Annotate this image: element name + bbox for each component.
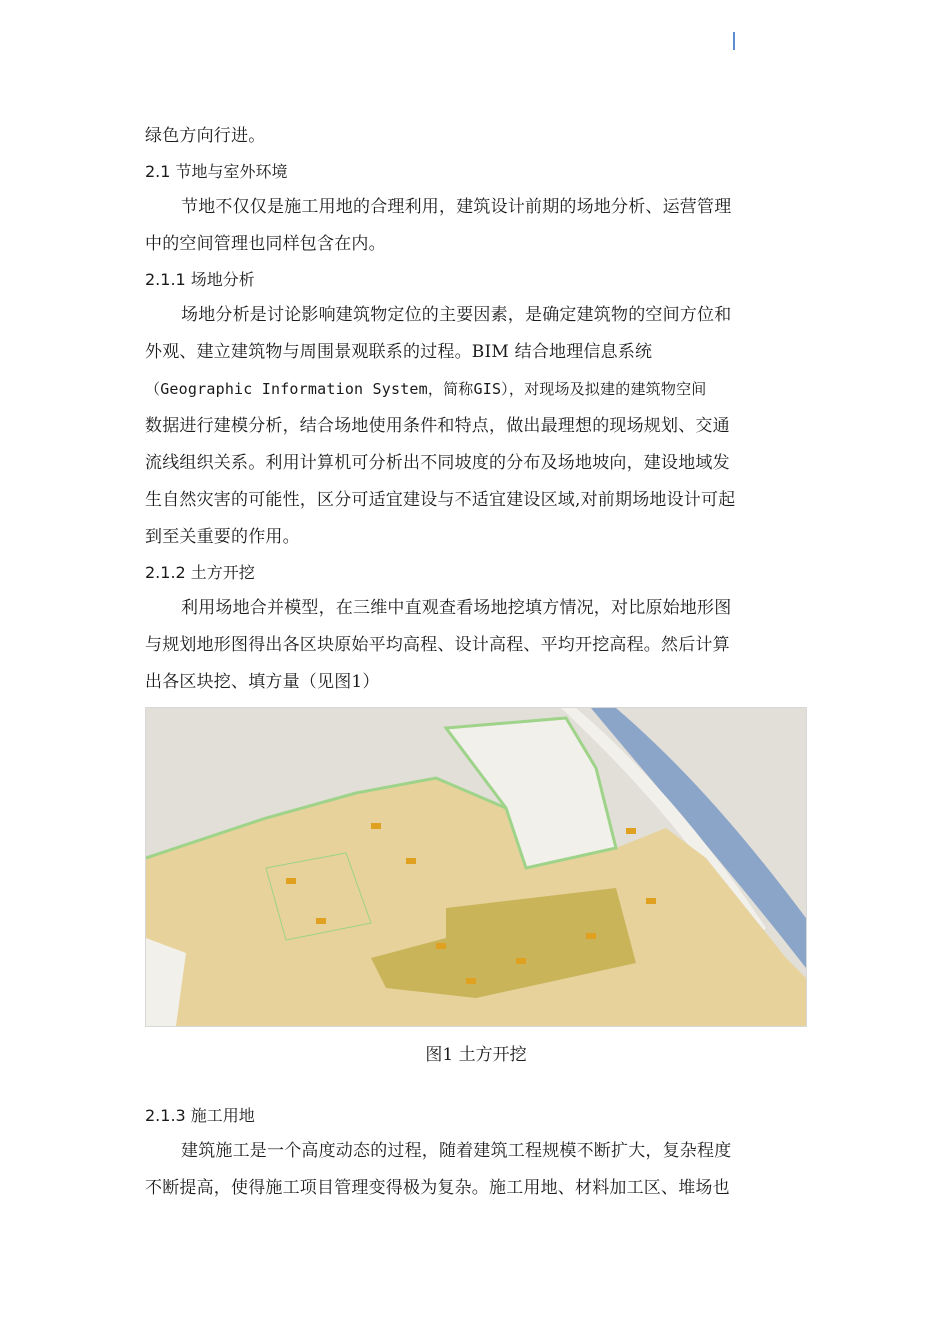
paragraph-tail: 绿色方向行进。 bbox=[145, 126, 266, 146]
excavator-icon bbox=[406, 858, 416, 864]
paragraph-line: 出各区块挖、填方量（见图1） bbox=[145, 672, 380, 692]
paragraph-2-1-3 bbox=[145, 1133, 807, 1207]
paragraph-line: 节地不仅仅是施工用地的合理利用，建筑设计前期的场地分析、运营管理 bbox=[181, 197, 732, 217]
excavator-icon bbox=[286, 878, 296, 884]
paragraph-line: 场地分析是讨论影响建筑物定位的主要因素，是确定建筑物的空间方位和 bbox=[181, 305, 732, 325]
excavator-icon bbox=[316, 918, 326, 924]
excavator-icon bbox=[626, 828, 636, 834]
paragraph-line: 中的空间管理也同样包含在内。 bbox=[145, 234, 386, 254]
section-heading-2-1: 2.1 节地与室外环境 bbox=[145, 162, 288, 181]
paragraph-line: 外观、建立建筑物与周围景观联系的过程。BIM 结合地理信息系统 bbox=[145, 342, 653, 362]
excavator-icon bbox=[516, 958, 526, 964]
section-heading-2-1-3: 2.1.3 施工用地 bbox=[145, 1106, 255, 1125]
paragraph-line: 到至关重要的作用。 bbox=[145, 527, 300, 547]
excavator-icon bbox=[646, 898, 656, 904]
paragraph-line: 数据进行建模分析，结合场地使用条件和特点，做出最理想的现场规划、交通 bbox=[145, 416, 730, 436]
section-heading-2-1-2: 2.1.2 土方开挖 bbox=[145, 563, 255, 582]
document-body bbox=[145, 118, 807, 1207]
paragraph-line: 不断提高，使得施工项目管理变得极为复杂。施工用地、材料加工区、堆场也 bbox=[145, 1178, 730, 1198]
spacer bbox=[145, 1081, 807, 1099]
paragraph-line: 生自然灾害的可能性，区分可适宜建设与不适宜建设区域,对前期场地设计可起 bbox=[145, 490, 736, 510]
paragraph-line: 与规划地形图得出各区块原始平均高程、设计高程、平均开挖高程。然后计算 bbox=[145, 635, 730, 655]
header-mark bbox=[733, 32, 735, 50]
paragraph-line: 流线组织关系。利用计算机可分析出不同坡度的分布及场地坡向，建设地域发 bbox=[145, 453, 730, 473]
excavator-icon bbox=[371, 823, 381, 829]
paragraph-2-1 bbox=[145, 189, 807, 263]
paragraph-line: （Geographic Information System，简称GIS），对现场及拟建的建筑物空间 bbox=[145, 380, 707, 398]
excavator-icon bbox=[466, 978, 476, 984]
paragraph-line: 利用场地合并模型，在三维中直观查看场地挖填方情况，对比原始地形图 bbox=[181, 598, 732, 618]
site-model-image bbox=[146, 708, 806, 1026]
section-heading-2-1-1: 2.1.1 场地分析 bbox=[145, 270, 255, 289]
excavator-icon bbox=[586, 933, 596, 939]
excavator-icon bbox=[436, 943, 446, 949]
paragraph-2-1-1 bbox=[145, 297, 807, 556]
figure-caption: 图1 土方开挖 bbox=[425, 1045, 527, 1065]
paragraph-line: 建筑施工是一个高度动态的过程，随着建筑工程规模不断扩大，复杂程度 bbox=[181, 1141, 732, 1161]
figure-earthwork-excavation bbox=[145, 707, 807, 1027]
paragraph-2-1-2 bbox=[145, 590, 807, 701]
